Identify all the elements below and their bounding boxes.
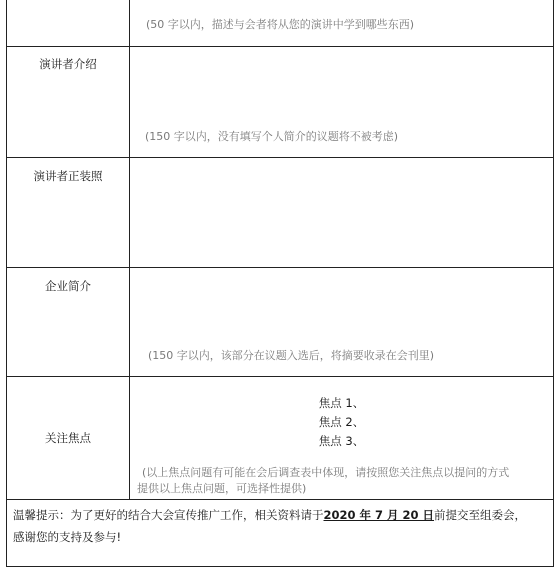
- speaker-photo-label-cell: [7, 158, 130, 267]
- row-description-label-cell: [7, 0, 130, 46]
- speaker-intro-field[interactable]: [130, 47, 553, 157]
- focus-points-list: [130, 394, 553, 451]
- focus-points-field[interactable]: [130, 377, 553, 499]
- company-intro-field[interactable]: [130, 268, 553, 376]
- company-intro-label-cell: [7, 268, 130, 376]
- notice-suffix: 前提交至组委会，: [434, 508, 527, 522]
- focus-points-label-cell: [7, 377, 130, 499]
- row-description: [7, 0, 553, 47]
- row-speaker-intro: [7, 47, 553, 158]
- company-intro-hint: (150 字以内，该部分在议题入选后，将摘要收录在会刊里): [148, 349, 435, 362]
- focus-point-item: 焦点 1、: [318, 396, 365, 410]
- focus-point-item: 焦点 3、: [318, 434, 365, 448]
- focus-points-label: 关注焦点: [45, 431, 91, 445]
- notice-prefix: 温馨提示：为了更好的结合大会宣传推广工作，相关资料请于: [13, 508, 324, 522]
- speaker-photo-field[interactable]: [130, 158, 553, 267]
- description-hint: (50 字以内，描述与会者将从您的演讲中学到哪些东西): [146, 18, 415, 31]
- speaker-intro-hint: (150 字以内，没有填写个人简介的议题将不被考虑): [145, 130, 399, 143]
- focus-points-hint-line2: 提供以上焦点问题，可选择性提供): [137, 482, 307, 495]
- notice-text: [13, 504, 548, 548]
- company-intro-label: 企业简介: [45, 279, 91, 293]
- proposal-form-table: [6, 0, 554, 567]
- row-focus-points: [7, 377, 553, 500]
- notice-line-2: 感谢您的支持及参与!: [13, 530, 122, 544]
- notice-line-1: [13, 504, 548, 526]
- speaker-intro-label-cell: [7, 47, 130, 157]
- speaker-intro-label: 演讲者介绍: [39, 57, 97, 71]
- deadline-date: 2020 年 7 月 20 日: [323, 508, 435, 522]
- focus-points-hint-line1: (以上焦点问题有可能在会后调查表中体现，请按照您关注焦点以提问的方式: [142, 466, 510, 479]
- description-field[interactable]: [130, 0, 553, 46]
- focus-point-item: 焦点 2、: [318, 415, 365, 429]
- row-speaker-photo: [7, 158, 553, 268]
- row-company-intro: [7, 268, 553, 377]
- speaker-photo-label: 演讲者正装照: [33, 169, 103, 183]
